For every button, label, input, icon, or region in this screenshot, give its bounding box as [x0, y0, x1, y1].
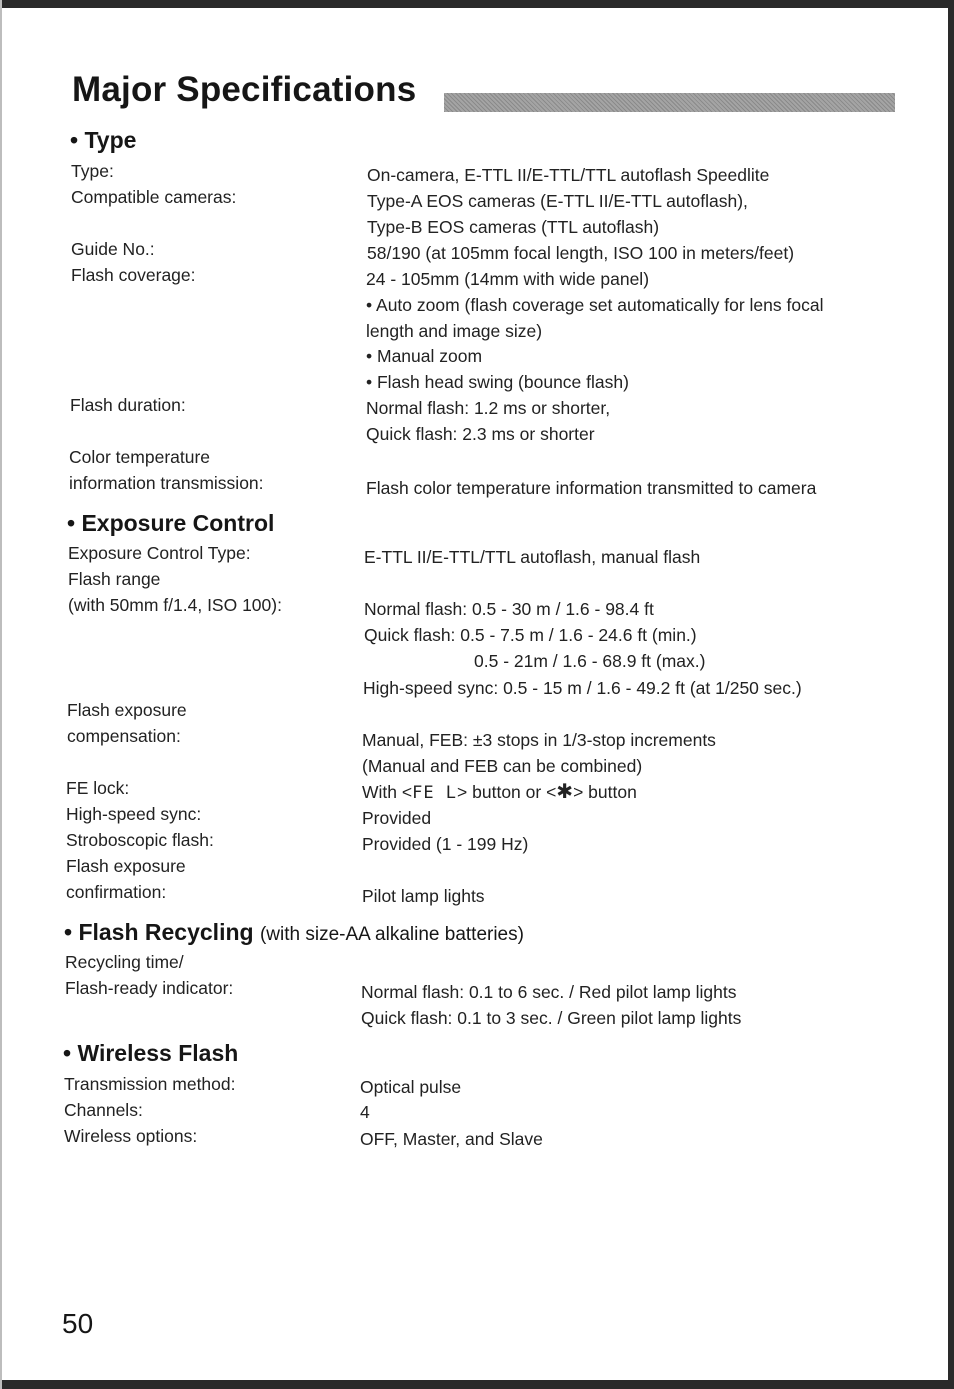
spec-label-flash-duration: Flash duration: [70, 395, 186, 415]
spec-label-fe-lock: FE lock: [66, 778, 130, 798]
spec-value-recycling-2: Quick flash: 0.1 to 3 sec. / Green pilot lamp lights [361, 1008, 742, 1028]
spec-value-high-speed-sync: Provided [362, 808, 432, 828]
spec-value-coverage-5: • Flash head swing (bounce flash) [366, 372, 629, 392]
recycling-heading-note: (with size-AA alkaline batteries) [259, 924, 524, 945]
spec-value-coverage-3: length and image size) [366, 321, 543, 341]
spec-value-type: On-camera, E-TTL II/E-TTL/TTL autoflash Speedlite [367, 165, 770, 185]
spec-label-transmission-method: Transmission method: [64, 1074, 236, 1094]
spec-value-transmission-method: Optical pulse [360, 1077, 462, 1097]
spec-value-coverage-1: 24 - 105mm (14mm with wide panel) [366, 269, 650, 289]
spec-label-color-temp-1: Color temperature [69, 447, 211, 467]
page-frame-top [0, 0, 954, 8]
spec-label-exposure-control-type: Exposure Control Type: [68, 543, 251, 563]
section-heading-wireless-flash: • Wireless Flash [63, 1040, 239, 1066]
spec-value-duration-2: Quick flash: 2.3 ms or shorter [366, 424, 595, 444]
spec-label-guide-no: Guide No.: [71, 239, 155, 259]
title-decorative-bar [444, 93, 895, 112]
spec-value-coverage-2: • Auto zoom (flash coverage set automatically for lens focal [366, 295, 824, 315]
spec-label-flash-range-1: Flash range [68, 569, 161, 589]
spec-value-flash-range-3: 0.5 - 21m / 1.6 - 68.9 ft (max.) [474, 651, 706, 671]
recycling-heading-text: • Flash Recycling [64, 919, 254, 945]
fe-lock-mid: > button or < [457, 782, 557, 802]
spec-value-fec-2: (Manual and FEB can be combined) [362, 756, 643, 776]
spec-value-coverage-4: • Manual zoom [366, 346, 483, 366]
spec-label-flash-coverage: Flash coverage: [71, 265, 196, 285]
spec-label-stroboscopic: Stroboscopic flash: [66, 830, 214, 850]
spec-value-compatible-2: Type-B EOS cameras (TTL autoflash) [367, 217, 660, 237]
spec-label-channels: Channels: [64, 1100, 143, 1120]
spec-label-confirmation-1: Flash exposure [66, 856, 186, 876]
spec-label-compatible-cameras: Compatible cameras: [71, 187, 237, 207]
asterisk-button-icon: ✱ [556, 781, 574, 803]
page-frame-bottom [0, 1380, 954, 1389]
spec-label-high-speed-sync: High-speed sync: [66, 804, 202, 824]
section-heading-type: • Type [70, 127, 137, 153]
spec-value-flash-range-2: Quick flash: 0.5 - 7.5 m / 1.6 - 24.6 ft (min.) [364, 625, 697, 645]
spec-label-wireless-options: Wireless options: [64, 1126, 198, 1146]
spec-label-color-temp-2: information transmission: [69, 473, 264, 493]
fe-lock-suffix: > button [573, 782, 637, 802]
spec-value-stroboscopic: Provided (1 - 199 Hz) [362, 834, 529, 854]
spec-value-guide-no: 58/190 (at 105mm focal length, ISO 100 in meters/feet) [367, 243, 795, 263]
spec-label-fec-2: compensation: [67, 726, 181, 746]
spec-value-flash-range-4: High-speed sync: 0.5 - 15 m / 1.6 - 49.2 ft (at 1/250 sec.) [363, 678, 802, 698]
spec-value-fec-1: Manual, FEB: ±3 stops in 1/3-stop increments [362, 730, 716, 750]
spec-label-confirmation-2: confirmation: [66, 882, 167, 902]
spec-label-type: Type: [71, 161, 114, 181]
spec-value-recycling-1: Normal flash: 0.1 to 6 sec. / Red pilot lamp lights [361, 982, 737, 1002]
section-heading-exposure-control: • Exposure Control [67, 510, 275, 536]
spec-label-fec-1: Flash exposure [67, 700, 187, 720]
spec-label-recycling-2: Flash-ready indicator: [65, 978, 234, 998]
spec-value-channels: 4 [360, 1102, 370, 1122]
spec-value-color-temp: Flash color temperature information transmitted to camera [366, 478, 817, 498]
spec-value-duration-1: Normal flash: 1.2 ms or shorter, [366, 398, 611, 418]
spec-value-confirmation: Pilot lamp lights [362, 886, 485, 906]
spec-value-compatible-1: Type-A EOS cameras (E-TTL II/E-TTL autoflash), [367, 191, 748, 211]
fel-button-glyph: FE L [412, 783, 458, 803]
spec-label-recycling-1: Recycling time/ [65, 952, 184, 972]
section-heading-flash-recycling [64, 919, 524, 946]
spec-value-flash-range-1: Normal flash: 0.5 - 30 m / 1.6 - 98.4 ft [364, 599, 654, 619]
spec-value-exposure-control-type: E-TTL II/E-TTL/TTL autoflash, manual flash [364, 547, 701, 567]
page-frame-right [948, 0, 954, 1389]
fe-lock-prefix: With < [362, 782, 413, 802]
page-frame-left [0, 0, 2, 1389]
spec-label-flash-range-2: (with 50mm f/1.4, ISO 100): [68, 595, 282, 615]
spec-value-wireless-options: OFF, Master, and Slave [360, 1129, 543, 1149]
spec-value-fe-lock [362, 779, 637, 806]
page-number: 50 [62, 1308, 94, 1339]
page-title: Major Specifications [72, 70, 417, 109]
